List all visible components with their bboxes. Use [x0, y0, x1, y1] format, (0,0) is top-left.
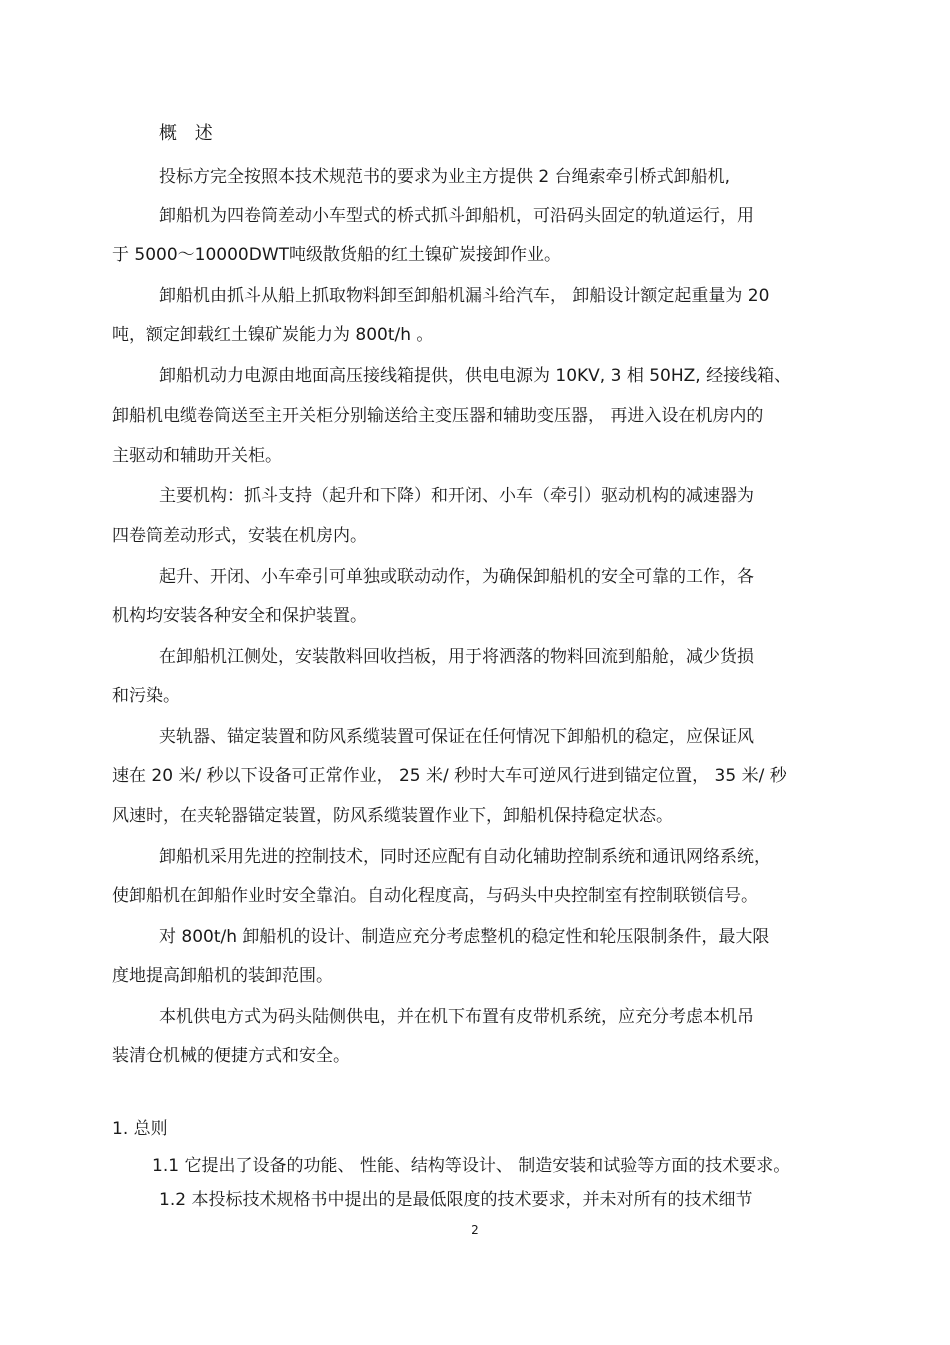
paragraph-line: 使卸船机在卸船作业时安全靠泊。自动化程度高，与码头中央控制室有控制联锁信号。: [112, 886, 758, 906]
paragraph-line: 主驱动和辅助开关柜。: [112, 446, 282, 466]
paragraph-line: 在卸船机江侧处，安装散料回收挡板，用于将洒落的物料回流到船舱，减少货损: [159, 647, 754, 667]
paragraph-line: 主要机构：抓斗支持（起升和下降）和开闭、小车（牵引）驱动机构的减速器为: [159, 486, 754, 506]
paragraph-line: 卸船机采用先进的控制技术，同时还应配有自动化辅助控制系统和通讯网络系统，: [159, 847, 771, 867]
paragraph-line: 夹轨器、锚定装置和防风系缆装置可保证在任何情况下卸船机的稳定，应保证风: [159, 727, 754, 747]
paragraph-line: 卸船机由抓斗从船上抓取物料卸至卸船机漏斗给汽车， 卸船设计额定起重量为 20: [159, 286, 770, 306]
paragraph-line: 吨，额定卸载红土镍矿炭能力为 800t/h 。: [112, 325, 434, 345]
paragraph-line: 卸船机为四卷筒差动小车型式的桥式抓斗卸船机，可沿码头固定的轨道运行，用: [159, 206, 754, 226]
paragraph-line: 四卷筒差动形式，安装在机房内。: [112, 526, 367, 546]
paragraph-line: 于 5000～10000DWT吨级散货船的红土镍矿炭接卸作业。: [112, 245, 562, 265]
paragraph-line: 度地提高卸船机的装卸范围。: [112, 966, 333, 986]
clause-line: 1.1 它提出了设备的功能、 性能、结构等设计、 制造安装和试验等方面的技术要求。: [152, 1156, 791, 1176]
paragraph-line: 卸船机电缆卷筒送至主开关柜分别输送给主变压器和辅助变压器， 再进入设在机房内的: [112, 406, 764, 426]
clause-line: 1.2 本投标技术规格书中提出的是最低限度的技术要求，并未对所有的技术细节: [159, 1190, 753, 1210]
page-number: 2: [471, 1223, 479, 1237]
paragraph-line: 装清仓机械的便捷方式和安全。: [112, 1046, 350, 1066]
paragraph-line: 和污染。: [112, 686, 180, 706]
paragraph-line: 风速时，在夹轮器锚定装置，防风系缆装置作业下，卸船机保持稳定状态。: [112, 806, 673, 826]
paragraph-line: 本机供电方式为码头陆侧供电，并在机下布置有皮带机系统，应充分考虑本机吊: [159, 1007, 754, 1027]
general-heading: 1. 总则: [112, 1119, 168, 1139]
paragraph-line: 起升、开闭、小车牵引可单独或联动动作，为确保卸船机的安全可靠的工作，各: [159, 567, 754, 587]
paragraph-line: 速在 20 米/ 秒以下设备可正常作业， 25 米/ 秒时大车可逆风行进到锚定位置， 35 米/ 秒: [112, 766, 787, 786]
section-heading: 概 述: [159, 123, 219, 144]
paragraph-line: 投标方完全按照本技术规范书的要求为业主方提供 2 台绳索牵引桥式卸船机,: [159, 167, 731, 187]
paragraph-line: 对 800t/h 卸船机的设计、制造应充分考虑整机的稳定性和轮压限制条件，最大限: [159, 927, 770, 947]
paragraph-line: 卸船机动力电源由地面高压接线箱提供，供电电源为 10KV, 3 相 50HZ, 经接线箱、: [159, 366, 792, 386]
paragraph-line: 机构均安装各种安全和保护装置。: [112, 606, 367, 626]
